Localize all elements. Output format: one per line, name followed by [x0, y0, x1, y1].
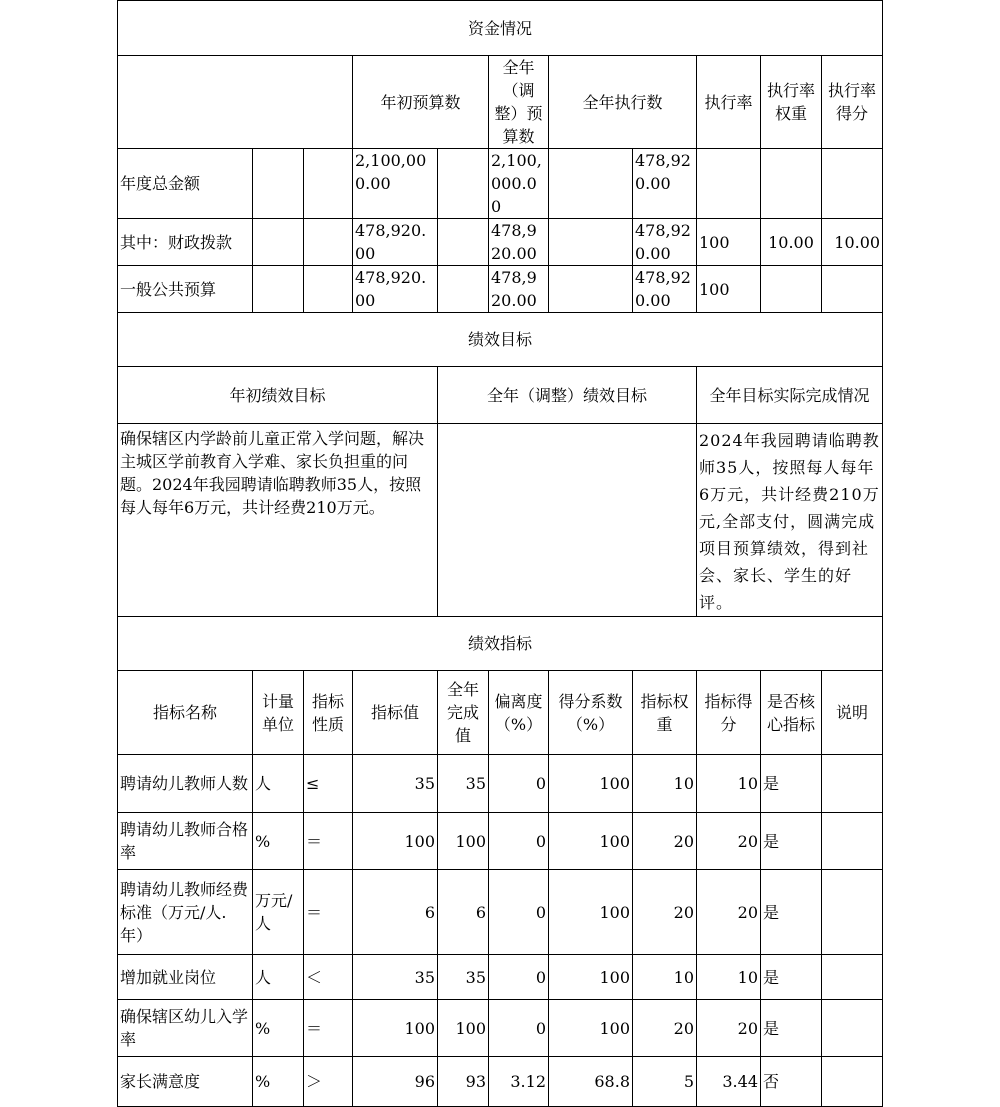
ind-row-weight: 5 [633, 1057, 697, 1107]
ind-row-weight: 10 [633, 755, 697, 813]
ind-row-note [822, 1000, 883, 1057]
ind-row-target: 96 [353, 1057, 438, 1107]
ind-row-score: 3.44 [697, 1057, 761, 1107]
funds-header-weight: 执行率权重 [761, 56, 822, 149]
funds-row-executed: 478,920.00 [633, 266, 697, 313]
ind-row-core: 是 [761, 755, 822, 813]
ind-header-weight: 指标权重 [633, 671, 697, 755]
goals-adjusted-text [438, 424, 697, 617]
ind-header-deviation: 偏离度（%） [489, 671, 549, 755]
performance-table [117, 0, 883, 1107]
funds-header-rate: 执行率 [697, 56, 761, 149]
ind-row-score: 20 [697, 813, 761, 870]
ind-row-note [822, 955, 883, 1000]
funds-header-blank [118, 56, 353, 149]
ind-row-core: 是 [761, 813, 822, 870]
ind-row-deviation: 0 [489, 1000, 549, 1057]
ind-row-name: 聘请幼儿教师合格率 [118, 813, 253, 870]
funds-row-score [822, 149, 883, 219]
ind-row-target: 35 [353, 955, 438, 1000]
ind-row-actual: 35 [438, 955, 489, 1000]
funds-row-weight: 10.00 [761, 219, 822, 266]
funds-row-score [822, 266, 883, 313]
funds-row-initial: 478,920.00 [353, 219, 438, 266]
ind-row-deviation: 0 [489, 813, 549, 870]
ind-row-weight: 20 [633, 813, 697, 870]
funds-row-weight [761, 266, 822, 313]
funds-header-adjusted: 全年（调整）预算数 [489, 56, 549, 149]
ind-row-nature: ＞ [304, 1057, 353, 1107]
ind-row-coef: 100 [549, 870, 633, 955]
funds-header-score: 执行率得分 [822, 56, 883, 149]
ind-row-actual: 35 [438, 755, 489, 813]
ind-row-target: 100 [353, 1000, 438, 1057]
ind-row-deviation: 3.12 [489, 1057, 549, 1107]
ind-row-deviation: 0 [489, 955, 549, 1000]
ind-row-core: 是 [761, 955, 822, 1000]
ind-row-nature: ＜ [304, 955, 353, 1000]
ind-row-score: 20 [697, 870, 761, 955]
ind-row-deviation: 0 [489, 870, 549, 955]
ind-row-weight: 10 [633, 955, 697, 1000]
ind-row-score: 10 [697, 755, 761, 813]
ind-row-core: 是 [761, 870, 822, 955]
ind-row-weight: 20 [633, 1000, 697, 1057]
funds-section-title: 资金情况 [118, 1, 883, 56]
ind-header-name: 指标名称 [118, 671, 253, 755]
ind-row-note [822, 1057, 883, 1107]
ind-row-unit: % [253, 1000, 304, 1057]
funds-row-initial: 2,100,000.00 [353, 149, 438, 219]
ind-row-coef: 100 [549, 813, 633, 870]
ind-row-unit: % [253, 1057, 304, 1107]
ind-row-note [822, 755, 883, 813]
ind-row-actual: 6 [438, 870, 489, 955]
ind-row-actual: 100 [438, 813, 489, 870]
ind-row-core: 是 [761, 1000, 822, 1057]
ind-row-name: 确保辖区幼儿入学率 [118, 1000, 253, 1057]
funds-row-rate: 100 [697, 219, 761, 266]
funds-row-executed: 478,920.00 [633, 149, 697, 219]
ind-row-unit: 人 [253, 955, 304, 1000]
ind-row-core: 否 [761, 1057, 822, 1107]
funds-row-weight [761, 149, 822, 219]
ind-row-score: 10 [697, 955, 761, 1000]
funds-row-adjusted: 2,100,000.00 [489, 149, 549, 219]
ind-header-score: 指标得分 [697, 671, 761, 755]
ind-row-weight: 20 [633, 870, 697, 955]
indicators-section-title: 绩效指标 [118, 617, 883, 671]
ind-row-name: 增加就业岗位 [118, 955, 253, 1000]
funds-row-rate [697, 149, 761, 219]
ind-row-coef: 68.8 [549, 1057, 633, 1107]
ind-row-target: 6 [353, 870, 438, 955]
goals-header-adjusted: 全年（调整）绩效目标 [438, 367, 697, 424]
ind-row-name: 家长满意度 [118, 1057, 253, 1107]
funds-row-name: 其中：财政拨款 [118, 219, 253, 266]
ind-row-target: 100 [353, 813, 438, 870]
ind-header-actual: 全年完成值 [438, 671, 489, 755]
ind-row-actual: 100 [438, 1000, 489, 1057]
ind-row-unit: 万元/人 [253, 870, 304, 955]
goals-header-actual: 全年目标实际完成情况 [697, 367, 883, 424]
ind-row-nature: ＝ [304, 870, 353, 955]
ind-row-note [822, 870, 883, 955]
ind-row-score: 20 [697, 1000, 761, 1057]
ind-header-core: 是否核心指标 [761, 671, 822, 755]
goals-section-title: 绩效目标 [118, 313, 883, 367]
ind-row-name: 聘请幼儿教师人数 [118, 755, 253, 813]
ind-row-coef: 100 [549, 755, 633, 813]
funds-row-name: 年度总金额 [118, 149, 253, 219]
goals-header-initial: 年初绩效目标 [118, 367, 438, 424]
goals-initial-text: 确保辖区内学龄前儿童正常入学问题，解决主城区学前教育入学难、家长负担重的问题。2024年我园聘请临聘教师35人，按照每人每年6万元，共计经费210万元。 [118, 424, 438, 617]
ind-header-target: 指标值 [353, 671, 438, 755]
funds-header-initial: 年初预算数 [353, 56, 489, 149]
ind-row-target: 35 [353, 755, 438, 813]
funds-row-executed: 478,920.00 [633, 219, 697, 266]
ind-row-nature: ≤ [304, 755, 353, 813]
ind-header-unit: 计量单位 [253, 671, 304, 755]
ind-row-nature: ＝ [304, 1000, 353, 1057]
ind-row-note [822, 813, 883, 870]
funds-row-adjusted: 478,920.00 [489, 219, 549, 266]
ind-row-unit: % [253, 813, 304, 870]
funds-row-initial: 478,920.00 [353, 266, 438, 313]
ind-header-note: 说明 [822, 671, 883, 755]
funds-row-rate: 100 [697, 266, 761, 313]
funds-row-name: 一般公共预算 [118, 266, 253, 313]
ind-row-actual: 93 [438, 1057, 489, 1107]
ind-row-name: 聘请幼儿教师经费标准（万元/人.年） [118, 870, 253, 955]
ind-row-nature: ＝ [304, 813, 353, 870]
ind-row-unit: 人 [253, 755, 304, 813]
ind-row-coef: 100 [549, 955, 633, 1000]
ind-row-deviation: 0 [489, 755, 549, 813]
goals-actual-text: 2024年我园聘请临聘教师35人，按照每人每年6万元，共计经费210万元,全部支付，圆满完成项目预算绩效，得到社会、家长、学生的好评。 [697, 424, 883, 617]
funds-header-executed: 全年执行数 [549, 56, 697, 149]
funds-row-adjusted: 478,920.00 [489, 266, 549, 313]
funds-row-score: 10.00 [822, 219, 883, 266]
ind-row-coef: 100 [549, 1000, 633, 1057]
ind-header-coef: 得分系数（%） [549, 671, 633, 755]
ind-header-nature: 指标性质 [304, 671, 353, 755]
